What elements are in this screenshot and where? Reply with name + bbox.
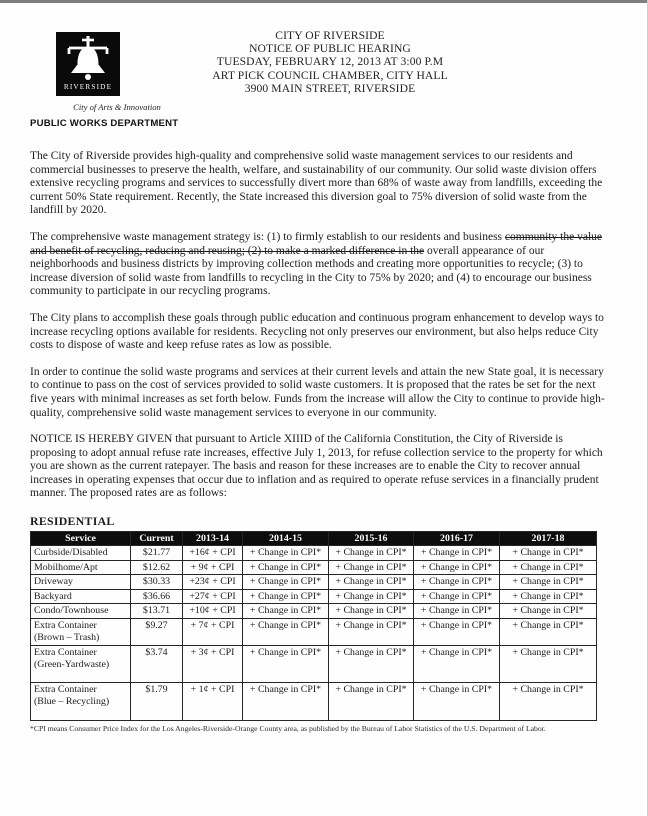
- rate-cell-2014-15: + Change in CPI*: [243, 560, 329, 575]
- rate-cell-2013-14: +27¢ + CPI: [183, 589, 243, 604]
- service-cell: [31, 560, 131, 575]
- service-cell: [31, 646, 131, 683]
- service-name: Backyard: [34, 590, 72, 602]
- service-name: Curbside/Disabled: [34, 547, 108, 559]
- hearing-line-venue: ART PICK COUNCIL CHAMBER, CITY HALL: [212, 68, 448, 82]
- rate-cell-2017-18: + Change in CPI*: [500, 604, 597, 619]
- table-row-curbside: [31, 546, 597, 561]
- paragraph-rates-rationale: [30, 366, 610, 420]
- city-tagline: City of Arts & Innovation: [73, 102, 161, 112]
- rate-cell-2014-15: + Change in CPI*: [243, 546, 329, 561]
- rate-cell-2013-14: + 3¢ + CPI: [183, 646, 243, 683]
- rate-cell-2017-18: + Change in CPI*: [500, 683, 597, 720]
- rate-cell-2015-16: + Change in CPI*: [329, 560, 414, 575]
- service-cell: [31, 589, 131, 604]
- residential-rates-table: [30, 531, 597, 721]
- department-title: PUBLIC WORKS DEPARTMENT: [30, 118, 179, 129]
- rate-cell-2016-17: + Change in CPI*: [414, 683, 500, 720]
- rate-cell-2014-15: + Change in CPI*: [243, 589, 329, 604]
- paragraph-text: The City of Riverside provides high-quality and comprehensive solid waste management services to our residents and commercial businesses to preserve the health, welfare, and sustainability of our community. Our solid waste division offers extensive recycling programs and services to successfully divert more than 68% of waste away from landfills, exceeding the current 50% State requirement. Recently, the State increased this diversion goal to 75% diversion of solid waste from the landfill by 2020.: [30, 150, 603, 217]
- rate-cell-2013-14: +23¢ + CPI: [183, 575, 243, 590]
- rate-cell-2014-15: + Change in CPI*: [243, 619, 329, 646]
- service-name: Extra Container: [34, 647, 97, 659]
- rate-cell-2015-16: + Change in CPI*: [329, 575, 414, 590]
- paragraph-goals: [30, 312, 610, 353]
- col-header-2015-16: 2015-16: [329, 532, 414, 546]
- col-header-2016-17: 2016-17: [414, 532, 500, 546]
- rate-cell-2016-17: + Change in CPI*: [414, 589, 500, 604]
- paragraph-text: The comprehensive waste management strategy is: (1) to firmly establish to our residents and business: [30, 230, 505, 243]
- struck-text: community the value and benefit of recycling, reducing and reusing; (2) to make a marked difference in the: [30, 230, 602, 257]
- rate-cell-2015-16: + Change in CPI*: [329, 646, 414, 683]
- service-subname: (Green-Yardwaste): [34, 658, 110, 670]
- logo-wordmark: RIVERSIDE: [63, 83, 113, 91]
- service-cell: [31, 604, 131, 619]
- rate-cell-2016-17: + Change in CPI*: [414, 560, 500, 575]
- rate-cell-2013-14: +10¢ + CPI: [183, 604, 243, 619]
- current-rate-cell: $12.62: [131, 560, 183, 575]
- current-rate-cell: $9.27: [131, 619, 183, 646]
- hearing-line-notice: NOTICE OF PUBLIC HEARING: [249, 42, 411, 56]
- current-rate-cell: $30.33: [131, 575, 183, 590]
- rate-cell-2013-14: + 7¢ + CPI: [183, 619, 243, 646]
- current-rate-cell: $13.71: [131, 604, 183, 619]
- rate-cell-2014-15: + Change in CPI*: [243, 604, 329, 619]
- rate-cell-2016-17: + Change in CPI*: [414, 546, 500, 561]
- paragraph-strategy: [30, 231, 610, 299]
- hearing-line-city: CITY OF RIVERSIDE: [275, 29, 385, 42]
- table-row-extra-brown: [31, 619, 597, 646]
- col-header-2014-15: 2014-15: [243, 532, 329, 546]
- rate-cell-2017-18: + Change in CPI*: [500, 560, 597, 575]
- table-row-driveway: [31, 575, 597, 590]
- table-header-row: [31, 532, 597, 546]
- table-row-mobilhome: [31, 560, 597, 575]
- rate-cell-2014-15: + Change in CPI*: [243, 646, 329, 683]
- rate-cell-2015-16: + Change in CPI*: [329, 683, 414, 720]
- scan-edge-artifact: [0, 0, 648, 3]
- rate-cell-2016-17: + Change in CPI*: [414, 604, 500, 619]
- rate-cell-2015-16: + Change in CPI*: [329, 619, 414, 646]
- riverside-bell-logo: [56, 32, 120, 96]
- col-header-2013-14: 2013-14: [183, 532, 243, 546]
- paragraph-notice-given: [30, 433, 610, 501]
- current-rate-cell: $1.79: [131, 683, 183, 720]
- current-rate-cell: $3.74: [131, 646, 183, 683]
- rate-cell-2013-14: + 9¢ + CPI: [183, 560, 243, 575]
- service-name: Extra Container: [34, 620, 97, 632]
- paragraph-text: overall appearance of our neighborhoods and business districts by improving collection methods and creating more opportunities to recycle; (3) to increase diversion of solid waste from landfills to recycling in the City to 75% by 2020; and (4) to encourage our business community to participate in our recycling programs.: [30, 244, 592, 298]
- service-name: Mobilhome/Apt: [34, 561, 98, 573]
- rate-cell-2014-15: + Change in CPI*: [243, 575, 329, 590]
- table-row-backyard: [31, 589, 597, 604]
- current-rate-cell: $36.66: [131, 589, 183, 604]
- table-row-condo: [31, 604, 597, 619]
- service-subname: (Brown – Trash): [34, 631, 100, 643]
- paragraph-intro: [30, 150, 610, 218]
- rate-cell-2017-18: + Change in CPI*: [500, 646, 597, 683]
- rate-cell-2015-16: + Change in CPI*: [329, 589, 414, 604]
- table-row-extra-blue: [31, 683, 597, 720]
- rate-cell-2017-18: + Change in CPI*: [500, 546, 597, 561]
- service-name: Driveway: [34, 576, 73, 588]
- service-cell: [31, 546, 131, 561]
- service-subname: (Blue – Recycling): [34, 696, 110, 707]
- service-name: Condo/Townhouse: [34, 605, 109, 617]
- rate-cell-2017-18: + Change in CPI*: [500, 619, 597, 646]
- paragraph-text: In order to continue the solid waste programs and services at their current levels and attain the new State goal, it is necessary to continue to pass on the cost of services provided to solid waste customers. It is proposed that the rates be set for the next five years with minimal increases as set forth below. Funds from the increase will allow the City to continue to provide high-quality, comprehensive solid waste management services to everyone in our community.: [30, 365, 605, 419]
- rate-cell-2015-16: + Change in CPI*: [329, 546, 414, 561]
- cpi-footnote: *CPI means Consumer Price Index for the Los Angeles-Riverside-Orange County area, as published by the Bureau of Labor Statistics of the U.S. Department of Labor.: [30, 723, 546, 733]
- col-header-current: Current: [131, 532, 183, 546]
- service-cell: [31, 575, 131, 590]
- col-header-2017-18: 2017-18: [500, 532, 597, 546]
- rate-cell-2017-18: + Change in CPI*: [500, 589, 597, 604]
- col-header-service: Service: [31, 532, 131, 546]
- table-row-extra-green: [31, 646, 597, 683]
- service-cell: [31, 619, 131, 646]
- paragraph-text: NOTICE IS HEREBY GIVEN that pursuant to Article XIIID of the California Constitution, the City of Riverside is proposing to adopt annual refuse rate increases, effective July 1, 2013, for refuse collection service to the property for which you are shown as the current ratepayer. The basis and reason for these increases are to enable the City to recover annual increases in operating expenses that occur due to inflation and as required to operate refuse services in a financially prudent manner. The proposed rates are as follows:: [30, 433, 603, 500]
- rate-cell-2014-15: + Change in CPI*: [243, 683, 329, 720]
- section-title-residential: RESIDENTIAL: [30, 514, 115, 529]
- rate-cell-2016-17: + Change in CPI*: [414, 619, 500, 646]
- rate-cell-2013-14: +16¢ + CPI: [183, 546, 243, 561]
- rate-cell-2016-17: + Change in CPI*: [414, 575, 500, 590]
- rate-cell-2016-17: + Change in CPI*: [414, 646, 500, 683]
- rate-cell-2015-16: + Change in CPI*: [329, 604, 414, 619]
- rate-cell-2013-14: + 1¢ + CPI: [183, 683, 243, 720]
- hearing-line-datetime: TUESDAY, FEBRUARY 12, 2013 AT 3:00 P.M: [216, 55, 444, 69]
- document-body: [30, 150, 610, 733]
- hearing-header: [150, 29, 510, 95]
- paragraph-text: The City plans to accomplish these goals through public education and continuous program enhancement to develop ways to increase recycling options available for residents. Recycling not only preserves our environment, but also helps reduce City costs to dispose of waste and keep refuse rates as low as possible.: [30, 311, 604, 352]
- service-cell: [31, 683, 131, 720]
- current-rate-cell: $21.77: [131, 546, 183, 561]
- service-name: Extra Container: [34, 684, 97, 696]
- hearing-line-address: 3900 MAIN STREET, RIVERSIDE: [244, 81, 416, 95]
- rate-cell-2017-18: + Change in CPI*: [500, 575, 597, 590]
